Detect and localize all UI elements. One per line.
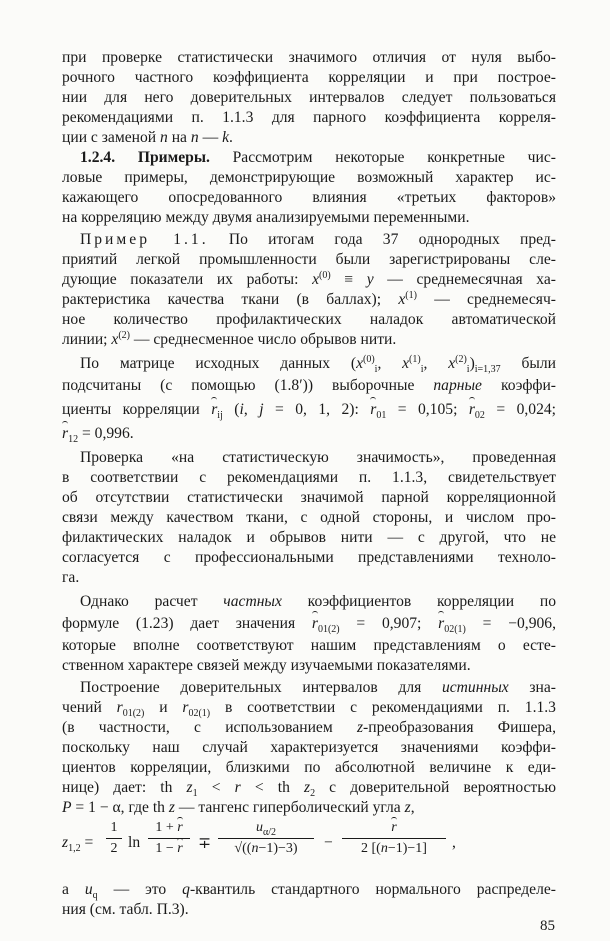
text-line: приятий легкой промышленности были зарегистрированы сле- bbox=[62, 251, 556, 268]
text-line: Однако расчет частных коэффициентов корреляции по bbox=[80, 593, 557, 610]
text-line: ния (см. табл. П.3). bbox=[62, 901, 189, 918]
text-line: формуле (1.23) дает значения $r_{01(2)} = 0,907$; $r_{02(1)} = -0,906$, bbox=[62, 615, 556, 636]
text-line: (в частности, с использованием z-преобразования Фишера, bbox=[62, 719, 556, 736]
text-line: P = 1 − α, где th z — тангенс гиперболический угла z, bbox=[62, 799, 415, 816]
text-line: а $u_q$ — это q-квантиль стандартного нормального распределе- bbox=[62, 881, 557, 902]
text-line: поскольку наш случай характеризуется значениями коэффи- bbox=[62, 739, 556, 756]
example-heading-line: Пример 1.1. По итогам года 37 однородных пред- bbox=[80, 231, 556, 248]
text-line: ственном характере связей между изучаемыми показателями. bbox=[62, 657, 471, 674]
example-label: Пример 1.1. bbox=[80, 231, 209, 248]
text-line: в соответствии с рекомендациями п. 1.1.3, свидетельствует bbox=[62, 469, 556, 486]
text-line: рактеристика качества ткани (в баллах); $x^{(1)}$ — среднемесяч- bbox=[62, 289, 556, 308]
text-line: которые вполне соответствуют нашим представлениям о есте- bbox=[62, 637, 556, 654]
text-line: филактических наладок и обрывов нити — с другой, что не bbox=[62, 529, 556, 546]
text-line: циентов корреляции, близкими по абсолютной величине к еди- bbox=[62, 759, 556, 776]
text-line: чений $r_{01(2)}$ и $r_{02(1)}$ в соответствии с рекомендациями п. 1.1.3 bbox=[62, 699, 556, 720]
text-line: циенты корреляции $r_{ij}$ (i, j = 0, 1, 2): $r_{01} = 0,105$; $r_{02} = 0,024$; bbox=[62, 401, 557, 422]
section-heading-line: 1.2.4. Примеры. Рассмотрим некоторые конкретные чис- bbox=[80, 149, 556, 166]
section-number: 1.2.4. bbox=[80, 149, 116, 166]
text-line: га. bbox=[62, 569, 80, 586]
text-line: рочного частного коэффициента корреляции и при построе- bbox=[62, 69, 556, 86]
text-line: По матрице исходных данных ($x^{(0)}_i$, $x^{(1)}_i$, $x^{(2)}_i)_{i=1,37}$ были bbox=[80, 353, 557, 376]
text-line: при проверке статистически значимого отличия от нуля выбо- bbox=[62, 49, 556, 66]
fisher-z-formula: $z_{1,2}$ = $\frac{1}{2}$ ln $\frac{1 + r}{1 - r}$ ∓ $\frac{u_{\alpha/2}}{√((n-1)-3)}$ − $\frac{r}{2 [(n-1)-1]}$ , bbox=[62, 820, 456, 856]
text-line: Построение доверительных интервалов для истинных зна- bbox=[80, 679, 556, 696]
text-line: об отсутствии статистически значимой парной корреляционной bbox=[62, 489, 556, 506]
text-line: нице) дает: th $z_1 < r$ < th $z_2$ с доверительной вероятностью bbox=[62, 779, 556, 800]
text-line: подсчитаны (с помощью (1.8′)) выборочные парные коэффи- bbox=[62, 377, 556, 394]
text-line: ное количество профилактических наладок автоматической bbox=[62, 311, 556, 328]
text-line: связи между качеством ткани, с одной стороны, и числом про- bbox=[62, 509, 556, 526]
text-line: линии; $x^{(2)}$ — среднесменное число обрывов нити. bbox=[62, 329, 397, 348]
text-line: ловые примеры, демонстрирующие возможный характер ис- bbox=[62, 169, 556, 186]
text-line: нии для него доверительных интервалов следует пользоваться bbox=[62, 89, 556, 106]
text-line: ции с заменой n на n — k. bbox=[62, 129, 233, 146]
section-title: Примеры. bbox=[137, 149, 210, 166]
text-line: рекомендациями п. 1.1.3 для парного коэффициента корреля- bbox=[62, 109, 556, 126]
text-line: дующие показатели их работы: $x^{(0)} \equiv y$ — среднемесячная ха- bbox=[62, 269, 557, 288]
text-line: Проверка «на статистическую значимость», проведенная bbox=[80, 449, 556, 466]
text-line: согласуется с профессиональными представлениями техноло- bbox=[62, 549, 556, 566]
page-number: 85 bbox=[540, 918, 555, 934]
text-line: кажающего опосредованного влияния «третьих факторов» bbox=[62, 189, 556, 206]
text-line: $r_{12} = 0,996$. bbox=[62, 425, 134, 446]
text-line: на корреляцию между двумя анализируемыми переменными. bbox=[62, 209, 470, 226]
